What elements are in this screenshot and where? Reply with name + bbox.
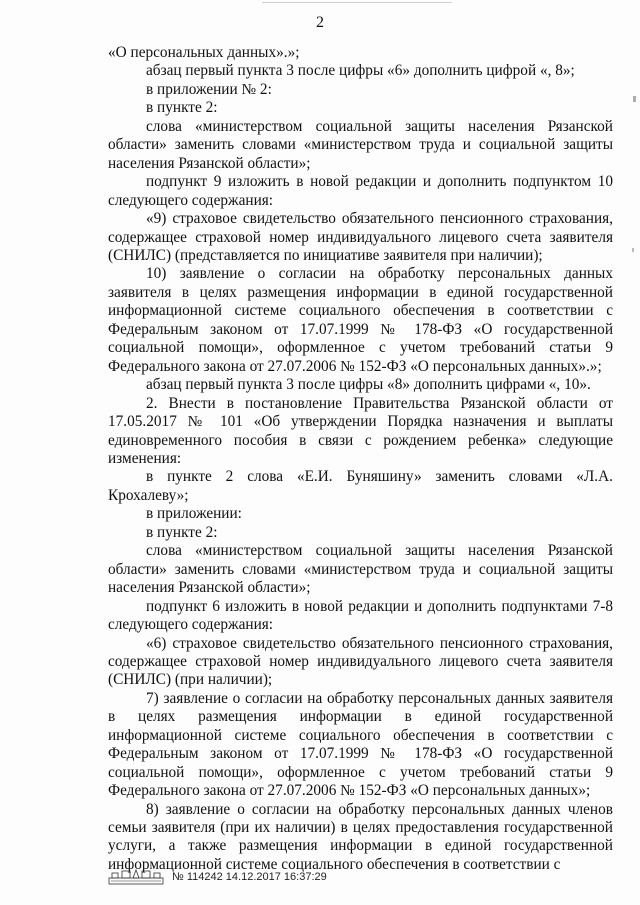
- document-body: [108, 44, 613, 874]
- paragraph-2: абзац первый пункта 3 после цифры «6» дополнить цифрой «, 8»;: [146, 62, 575, 80]
- scan-artifact-edge-mid: [632, 248, 634, 252]
- paragraph-16: «6) страховое свидетельство обязательного пенсионного страхования, содержащее страховой номер индивидуального лицевого счета заявителя (СНИЛС) (при наличии);: [108, 634, 613, 689]
- paragraph-11: в пункте 2 слова «Е.И. Буняшину» заменить словами «Л.А. Крохалеву»;: [108, 468, 613, 504]
- paragraph-15: подпункт 6 изложить в новой редакции и дополнить подпунктами 7-8 следующего содержания:: [108, 597, 613, 634]
- paragraph-18: 8) заявление о согласии на обработку персональных данных членов семьи заявителя (при их наличии) в целях предоставления государственной услуги, а также размещения информации в единой государственной информационной системе социального обеспечения в соответствии с: [108, 800, 613, 873]
- paragraph-8: 10) заявление о согласии на обработку персональных данных заявителя в целях размещения информации в единой государственной информационной системе социального обеспечения в соответствии с Федеральным законом от 17.07.1999 № 178-ФЗ «О государственной социальной помощи», оформленное с учетом требований статьи 9 Федерального закона от 27.07.2006 № 152-ФЗ «О персональных данных».»;: [108, 265, 613, 375]
- document-stamp: № 114242 14.12.2017 16:37:29: [172, 871, 327, 883]
- paragraph-10: 2. Внести в постановление Правительства Рязанской области от 17.05.2017 № 101 «Об утверждении Порядка назначения и выплаты единовременного пособия в связи с рождением ребенка» следующие изменения:: [108, 394, 613, 467]
- paragraph-17: 7) заявление о согласии на обработку персональных данных заявителя в целях размещения информации в единой государственной информационной системе социального обеспечения в соответствии с Федеральным законом от 17.07.1999 № 178-ФЗ «О государственной социальной помощи», оформленное с учетом требований статьи 9 Федерального закона от 27.07.2006 № 152-ФЗ «О персональных данных»;: [108, 689, 613, 800]
- paragraph-9: абзац первый пункта 3 после цифры «8» дополнить цифрами «, 10».: [146, 376, 591, 394]
- government-emblem-icon: [108, 868, 164, 886]
- paragraph-13: в пункте 2:: [146, 523, 218, 541]
- paragraph-6: подпункт 9 изложить в новой редакции и дополнить подпунктом 10 следующего содержания:: [108, 173, 613, 209]
- paragraph-5: слова «министерством социальной защиты населения Рязанской области» заменить словами «министерством труда и социальной защиты населения Рязанской области»;: [108, 117, 613, 172]
- paragraph-7: «9) страховое свидетельство обязательного пенсионного страхования, содержащее страховой номер индивидуального лицевого счета заявителя (СНИЛС) (представляется по инициативе заявителя при наличии);: [108, 210, 613, 264]
- paragraph-12: в приложении:: [146, 505, 242, 523]
- document-footer: [108, 866, 327, 888]
- paragraph-14: слова «министерством социальной защиты населения Рязанской области» заменить словами «министерством труда и социальной защиты населения Рязанской области»;: [108, 542, 613, 597]
- paragraph-1: «О персональных данных».»;: [108, 44, 300, 61]
- paragraph-3: в приложении № 2:: [146, 80, 272, 98]
- scan-artifact-edge-top: [633, 96, 636, 102]
- scan-artifact-top: [262, 2, 452, 3]
- page-number: 2: [316, 14, 324, 31]
- paragraph-4: в пункте 2:: [146, 99, 218, 117]
